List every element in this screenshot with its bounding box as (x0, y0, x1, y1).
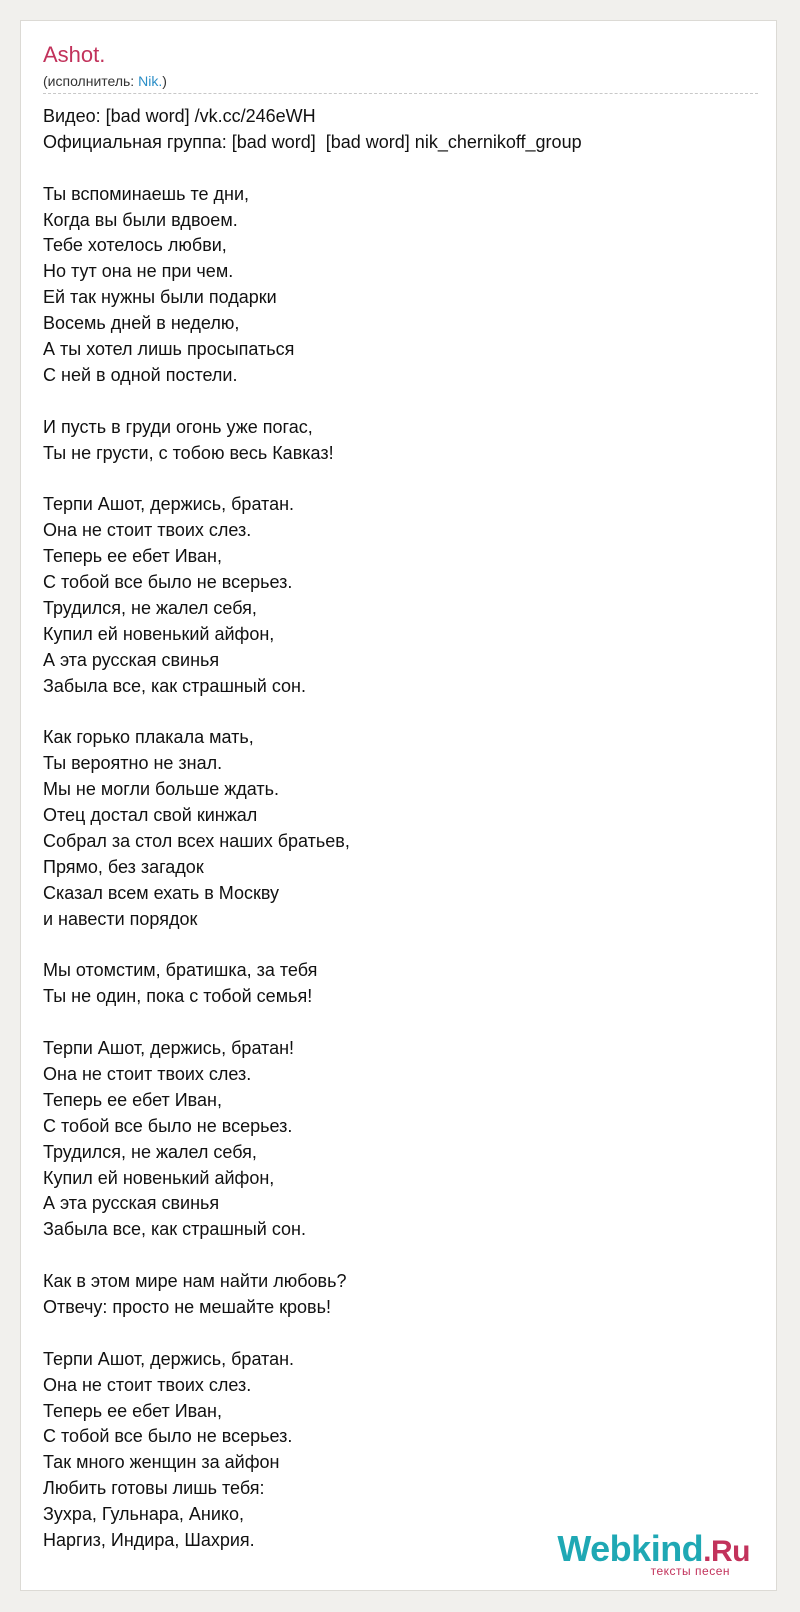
lyric-blank-line (43, 1010, 743, 1036)
lyric-line: Прямо, без загадок (43, 856, 204, 877)
lyric-line: Ты вероятно не знал. (43, 753, 223, 774)
lyric-line: С тобой все было не всерьез. (43, 1426, 293, 1447)
artist-suffix: ) (162, 73, 167, 89)
lyric-line: Теперь ее ебет Иван, (43, 1089, 222, 1110)
lyric-blank-line (43, 1243, 743, 1269)
lyric-line: Видео: [bad word] /vk.cc/246eWH (43, 106, 316, 126)
lyric-line: Мы отомстим, братишка, за тебя (43, 960, 318, 981)
lyric-line: С тобой все было не всерьез. (43, 1115, 293, 1136)
lyric-line: Купил ей новенький айфон, (43, 1167, 275, 1188)
artist-line (43, 73, 167, 89)
lyric-line: С ней в одной постели. (43, 364, 238, 385)
lyric-line: Отвечу: просто не мешайте кровь! (43, 1296, 331, 1317)
lyric-line: Трудился, не жалел себя, (43, 1141, 257, 1162)
lyric-line: Официальная группа: [bad word] [bad word] nik_chernikoff_group (43, 131, 582, 152)
lyrics-text (43, 104, 743, 1554)
lyric-line: Мы не могли больше ждать. (43, 779, 280, 800)
lyric-blank-line (43, 389, 743, 415)
lyric-line: Забыла все, как страшный сон. (43, 1219, 306, 1240)
lyric-line: Купил ей новенький айфон, (43, 623, 275, 644)
logo-word: Webkind (557, 1528, 704, 1569)
lyrics-card (20, 20, 777, 1591)
lyric-line: Как в этом мире нам найти любовь? (43, 1271, 347, 1292)
lyric-line: Терпи Ашот, держись, братан! (43, 1038, 295, 1059)
lyric-line: Так много женщин за айфон (43, 1452, 280, 1473)
lyric-line: Трудился, не жалел себя, (43, 597, 257, 618)
lyric-line: Она не стоит твоих слез. (43, 520, 252, 541)
lyric-line: Сказал всем ехать в Москву (43, 882, 280, 903)
lyric-line: Забыла все, как страшный сон. (43, 675, 306, 696)
lyric-blank-line (43, 1321, 743, 1347)
lyric-blank-line (43, 466, 743, 492)
lyric-line: Но тут она не при чем. (43, 261, 234, 282)
lyric-line: Терпи Ашот, держись, братан. (43, 1348, 295, 1369)
artist-link[interactable]: Nik. (138, 73, 163, 89)
lyric-line: А эта русская свинья (43, 1193, 220, 1214)
lyric-line: Зухра, Гульнара, Анико, (43, 1504, 244, 1525)
lyric-line: Ты не один, пока с тобой семья! (43, 986, 313, 1007)
lyric-line: Ты не грусти, с тобою весь Кавказ! (43, 442, 334, 463)
lyric-line: Наргиз, Индира, Шахрия. (43, 1529, 255, 1550)
lyric-line: Восемь дней в неделю, (43, 313, 240, 334)
logo-tagline: тексты песен (650, 1564, 730, 1578)
lyric-line: Она не стоит твоих слез. (43, 1063, 252, 1084)
divider (43, 93, 758, 94)
lyric-line: Теперь ее ебет Иван, (43, 1400, 222, 1421)
lyric-line: Отец достал свой кинжал (43, 805, 258, 826)
lyric-blank-line (43, 933, 743, 959)
artist-prefix: (исполнитель: (43, 73, 139, 89)
lyric-blank-line (43, 699, 743, 725)
lyric-line: Тебе хотелось любви, (43, 235, 227, 256)
logo-wordmark (557, 1528, 750, 1569)
lyric-line: Ей так нужны были подарки (43, 287, 277, 308)
lyric-line: А эта русская свинья (43, 649, 220, 670)
lyric-line: С тобой все было не всерьез. (43, 572, 293, 593)
lyric-line: Как горько плакала мать, (43, 727, 254, 748)
lyric-line: и навести порядок (43, 908, 198, 929)
lyric-line: Когда вы были вдвоем. (43, 209, 238, 230)
site-logo[interactable] (557, 1528, 750, 1578)
lyric-blank-line (43, 156, 743, 182)
lyric-line: А ты хотел лишь просыпаться (43, 339, 295, 360)
lyric-line: Теперь ее ебет Иван, (43, 546, 222, 567)
logo-tld: .Ru (703, 1535, 750, 1568)
lyric-line: Ты вспоминаешь те дни, (43, 183, 250, 204)
lyric-line: Она не стоит твоих слез. (43, 1374, 252, 1395)
song-title: Ashot. (43, 42, 106, 67)
lyric-line: Терпи Ашот, держись, братан. (43, 494, 295, 515)
lyric-line: Любить готовы лишь тебя: (43, 1478, 265, 1499)
lyric-line: И пусть в груди огонь уже погас, (43, 416, 313, 437)
lyric-line: Собрал за стол всех наших братьев, (43, 830, 350, 851)
